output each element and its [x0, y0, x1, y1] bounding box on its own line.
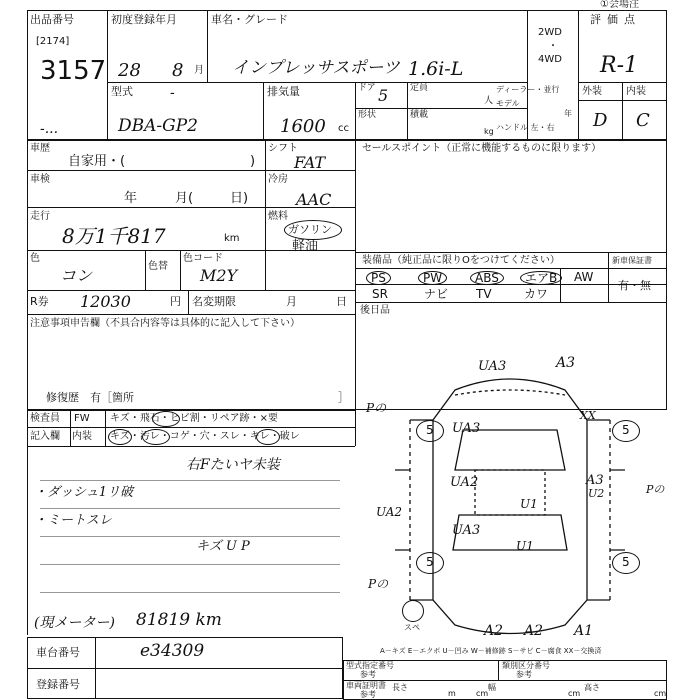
fuel-diesel: 軽油 — [292, 239, 319, 254]
mileage-value: 8万1千817 — [62, 224, 166, 248]
chassis-number: e34309 — [140, 641, 205, 661]
first-reg-year: 28 — [118, 60, 141, 81]
tire-depth: 5 — [622, 555, 630, 569]
repair-label: 修復歴 有［箇所 — [46, 391, 134, 404]
damage-label: UA2 — [376, 505, 403, 519]
cc-unit: cc — [338, 123, 349, 134]
color-code: M2Y — [200, 266, 238, 285]
reg-label: 登録番号 — [36, 678, 80, 691]
name-change-label: 名変期限 — [192, 295, 236, 308]
repair-close: ］ — [338, 391, 349, 404]
venue-note: ①会場注 — [600, 0, 639, 10]
capacity-label: 定員 — [410, 83, 429, 93]
doors: 5 — [378, 86, 389, 105]
shift-label: シフト — [268, 143, 298, 154]
damage-label: UA3 — [452, 421, 481, 436]
persons-unit: 人 — [484, 96, 494, 106]
equipment-item: TV — [476, 287, 492, 301]
equipment-item: カワ — [524, 287, 549, 301]
color-change-label: 色替 — [148, 261, 168, 272]
tire-depth: 5 — [622, 423, 630, 437]
color-label: 色 — [30, 253, 40, 264]
damage-label: U1 — [516, 539, 534, 553]
ac-label: 冷房 — [268, 174, 288, 185]
grade: 1.6i-L — [408, 58, 464, 80]
vehicle-cert-label: 車両証明書 — [346, 681, 386, 690]
circle-mark — [108, 429, 132, 445]
first-reg-month: 8 — [172, 60, 184, 81]
name-change-month: 月 — [286, 295, 297, 308]
note-1: 右Fたいヤ未装 — [186, 457, 280, 473]
inspector-label-2: 記入欄 — [30, 431, 60, 442]
legend: A－キズ E－エクボ U－凹み W－補修跡 S－サビ C－腐食 XX－交換済 — [380, 647, 602, 655]
inspection-year-unit: 年 — [124, 191, 138, 206]
interior-items: キズ・汚レ・コゲ・穴・スレ・キレ・破レ — [110, 431, 300, 442]
category-label: 車歴 — [30, 143, 50, 154]
interior-label: 内装 — [626, 86, 646, 97]
tire-depth: 5 — [426, 423, 434, 437]
height-cm: cm — [654, 689, 667, 698]
km-unit: km — [224, 233, 240, 244]
vehicle-cert-ref: 参考 — [360, 690, 376, 699]
warranty-label: 新車保証書 — [612, 256, 652, 265]
meter-value: 81819 km — [136, 610, 222, 630]
ac-value: AAC — [296, 190, 332, 209]
fw-label: FW — [74, 413, 90, 424]
month-unit: 月 — [194, 65, 204, 76]
recycle-value: 12030 — [80, 292, 131, 311]
lot-no-sub: [2174] — [36, 36, 70, 47]
width-cm: cm — [568, 689, 581, 698]
equipment-item: ナビ — [424, 287, 449, 301]
type-number-ref: 参考 — [360, 670, 376, 679]
length-label: 長さ — [392, 683, 408, 692]
fuel-label: 燃料 — [268, 211, 288, 222]
circle-mark — [256, 429, 280, 445]
shift-value: FAT — [294, 153, 326, 172]
damage-label: Pの — [646, 483, 665, 496]
equipment-item: SR — [372, 287, 388, 301]
model-year-unit: 年 — [564, 109, 572, 118]
inspection-label: 車検 — [30, 174, 50, 185]
model-bottom-mark: -... — [40, 121, 59, 137]
equipment-label: 装備品（純正品に限りOをつけてください） — [362, 255, 560, 266]
score-label: 評価点 — [590, 13, 641, 26]
load-label: 積載 — [410, 110, 429, 120]
length-m: m — [448, 689, 456, 698]
damage-label: A1 — [574, 623, 594, 639]
width-label: 幅 — [488, 683, 496, 692]
name-change-day: 日 — [336, 295, 347, 308]
mileage-label: 走行 — [30, 211, 50, 222]
drive-4wd: 4WD — [538, 54, 562, 65]
tire-depth: 5 — [426, 555, 434, 569]
equipment-item: ABS — [470, 271, 504, 285]
damage-label: UA2 — [450, 475, 479, 490]
spare-tire-circle — [402, 600, 424, 622]
damage-label: A3 — [556, 355, 576, 371]
spare-label: スペ — [404, 623, 420, 632]
category-close: ) — [250, 154, 256, 169]
height-label: 高さ — [584, 683, 600, 692]
yen-unit: 円 — [170, 295, 181, 308]
fuel-gas: ガソリン — [288, 223, 332, 236]
note-4: キズ U P — [196, 539, 250, 554]
damage-label: Pの — [366, 401, 387, 415]
fuel-gas-circle — [284, 220, 342, 240]
circle-mark — [142, 429, 170, 445]
interior-check-label: 内装 — [72, 431, 92, 442]
damage-label: A3 — [586, 473, 604, 488]
damage-label: XX — [580, 409, 596, 422]
equipment-item: PS — [366, 271, 391, 285]
warranty-value: 有・無 — [618, 279, 651, 292]
class-number-ref: 参考 — [516, 670, 532, 679]
damage-label: A2 — [484, 623, 504, 639]
inspection-day-unit: 日) — [230, 191, 249, 206]
lot-number: 3157 — [40, 56, 107, 86]
equipment-item: AW — [574, 270, 594, 284]
fw-items: キズ・飛石・ヒビ割・リペア跡・×要 — [110, 413, 278, 424]
dealer-label: ディーラー・並行 — [496, 85, 560, 94]
exterior-grade: D — [593, 110, 608, 131]
recycle-label: R券 — [30, 295, 49, 308]
sales-point-label: セールスポイント（正常に機能するものに限ります） — [362, 143, 602, 154]
damage-label: A2 — [524, 623, 544, 639]
doors-label: ドア — [358, 83, 376, 93]
drive-dot: ・ — [548, 41, 558, 52]
equipment-item: PW — [418, 271, 447, 285]
interior-grade: C — [636, 110, 650, 131]
car-name: インプレッサスポーツ — [232, 58, 400, 78]
circle-mark — [152, 411, 180, 427]
model-year-label: モデル — [496, 99, 520, 108]
displacement-label: 排気量 — [267, 85, 300, 98]
category-value: 自家用・( — [68, 154, 126, 169]
lot-no-label: 出品番号 — [30, 13, 74, 26]
chassis-label: 車台番号 — [36, 646, 80, 659]
damage-label: Pの — [368, 577, 389, 591]
class-number-label: 類別区分番号 — [502, 661, 550, 670]
damage-label: U1 — [520, 497, 538, 511]
inspector-label-1: 検査員 — [30, 413, 60, 424]
exterior-label: 外装 — [582, 86, 602, 97]
color-value: コン — [60, 266, 93, 285]
damage-label: U2 — [588, 487, 605, 500]
model-label: 型式 — [111, 85, 133, 98]
inspection-month-unit: 月( — [175, 191, 194, 206]
note-3: ・ミートスレ — [34, 513, 112, 528]
meter-label: (現メーター) — [34, 615, 115, 631]
length-cm: cm — [476, 689, 489, 698]
equipment-item: エアB — [520, 271, 562, 285]
notes-label: 注意事項申告欄（不具合内容等は具体的に記入して下さい） — [30, 318, 300, 329]
displacement: 1600 — [280, 116, 326, 137]
car-diagram — [355, 350, 667, 650]
shape-label: 形状 — [358, 110, 377, 120]
handle-label: ハンドル 左・右 — [496, 123, 555, 132]
type-number-label: 型式指定番号 — [346, 661, 394, 670]
score: R-1 — [600, 53, 638, 78]
drive-2wd: 2WD — [538, 27, 562, 38]
model-code: DBA-GP2 — [118, 116, 198, 136]
first-reg-label: 初度登録年月 — [111, 13, 177, 26]
color-code-label: 色コード — [183, 253, 223, 264]
damage-label: UA3 — [478, 359, 507, 374]
kg-unit: kg — [484, 127, 494, 136]
note-2: ・ダッシュ1リ破 — [34, 485, 134, 500]
model-dash: - — [170, 85, 175, 101]
car-name-label: 車名・グレード — [211, 13, 288, 26]
delivery-label: 後日品 — [360, 305, 390, 316]
damage-label: UA3 — [452, 523, 481, 538]
